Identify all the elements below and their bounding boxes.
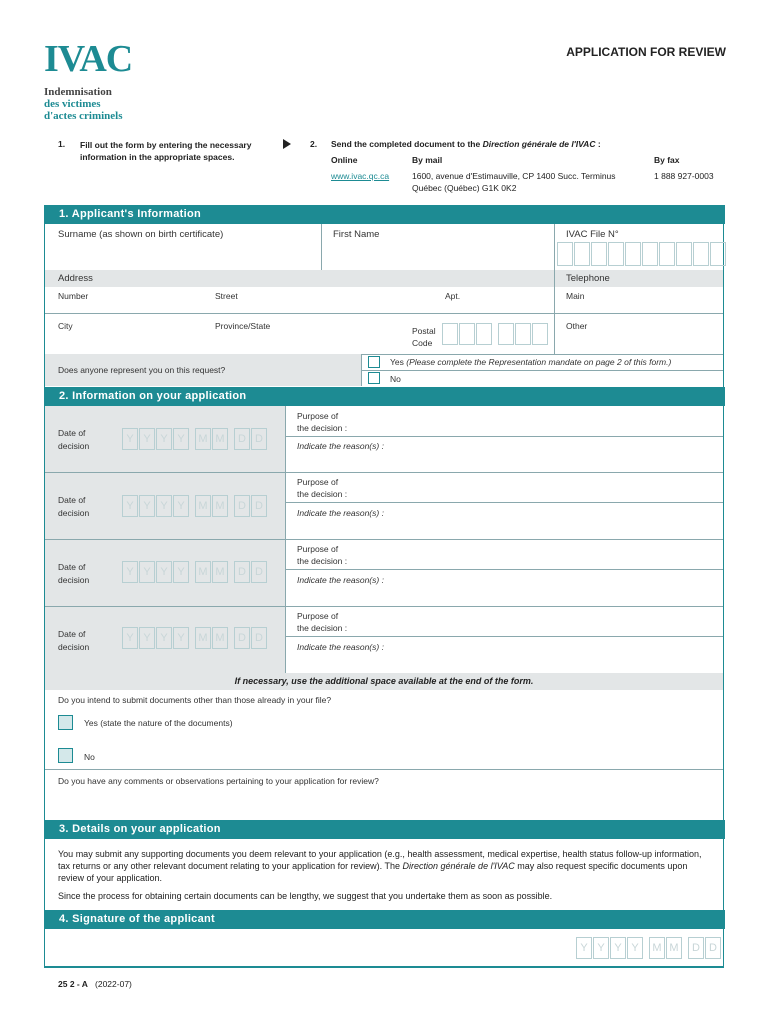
date-cell: D	[688, 937, 704, 959]
docs-no-checkbox[interactable]	[58, 748, 73, 763]
purpose-label-1: Purpose of	[297, 477, 339, 487]
purpose-label	[297, 610, 347, 634]
form-number: 25 2 - A	[58, 979, 88, 989]
decision-date-label	[58, 561, 89, 587]
reason-label: Indicate the reason(s) :	[297, 441, 384, 451]
date-label-1: Date of	[58, 495, 86, 505]
date-cell: D	[251, 495, 267, 517]
decision-date-label	[58, 628, 89, 654]
telephone-label: Telephone	[566, 273, 610, 284]
review-form	[44, 205, 724, 968]
logo-subtitle	[44, 86, 132, 122]
date-label-1: Date of	[58, 428, 86, 438]
date-label-1: Date of	[58, 562, 86, 572]
divider	[285, 436, 723, 437]
date-cell: Y	[627, 937, 643, 959]
date-cell: D	[251, 428, 267, 450]
date-cell: D	[234, 561, 250, 583]
date-cell: M	[649, 937, 665, 959]
purpose-label-1: Purpose of	[297, 544, 339, 554]
form-version: (2022-07)	[95, 979, 132, 989]
date-label-2: decision	[58, 575, 90, 585]
instructions	[58, 139, 728, 199]
date-cell: M	[212, 561, 228, 583]
date-cell: M	[212, 428, 228, 450]
ivac-logo	[44, 38, 133, 122]
represent-question: Does anyone represent you on this request?	[58, 365, 226, 375]
date-cell: Y	[173, 428, 189, 450]
surname-label: Surname (as shown on birth certificate)	[58, 229, 224, 240]
purpose-label-1: Purpose of	[297, 611, 339, 621]
form-footer	[58, 979, 132, 989]
date-cell: Y	[156, 627, 172, 649]
date-cell: M	[212, 627, 228, 649]
other-phone-label: Other	[566, 321, 588, 331]
purpose-label	[297, 410, 347, 434]
purpose-label-2: the decision :	[297, 623, 348, 633]
section4-header: 4. Signature of the applicant	[45, 910, 725, 929]
date-label-2: decision	[58, 508, 90, 518]
decision-date-cells[interactable]	[122, 561, 268, 583]
decision-date-label	[58, 494, 89, 520]
date-cell: Y	[173, 561, 189, 583]
divider	[554, 224, 555, 270]
date-cell: Y	[156, 495, 172, 517]
address-label: Address	[58, 273, 93, 284]
yes-note: (Please complete the Representation mandate on page 2 of this form.)	[406, 357, 672, 367]
date-cell: Y	[122, 428, 138, 450]
date-cell: D	[234, 428, 250, 450]
date-cell: M	[195, 561, 211, 583]
date-label-1: Date of	[58, 629, 86, 639]
number-label: Number	[58, 291, 89, 301]
reason-label: Indicate the reason(s) :	[297, 642, 384, 652]
purpose-label	[297, 543, 347, 567]
para1-text-end: may also request specific documents upon review of your application.	[58, 861, 688, 883]
postal-code-label	[412, 325, 436, 349]
section3-paragraph-1	[58, 848, 713, 884]
comments-question: Do you have any comments or observations pertaining to your application for review?	[58, 776, 379, 786]
divider	[285, 607, 286, 673]
date-cell: M	[195, 428, 211, 450]
mail-label: By mail	[412, 155, 443, 165]
reason-label: Indicate the reason(s) :	[297, 575, 384, 585]
address-band	[45, 270, 723, 287]
file-number-cells[interactable]	[557, 242, 727, 266]
date-cell: M	[195, 627, 211, 649]
date-cell: Y	[156, 428, 172, 450]
decision-date-cells[interactable]	[122, 428, 268, 450]
online-link[interactable]: www.ivac.qc.ca	[331, 171, 390, 181]
docs-no-label: No	[84, 752, 95, 762]
divider	[321, 224, 322, 270]
purpose-label-2: the decision :	[297, 489, 348, 499]
decision-date-cells[interactable]	[122, 627, 268, 649]
firstname-label: First Name	[333, 229, 380, 240]
date-cell: Y	[139, 561, 155, 583]
para1-italic: Direction générale de l'IVAC	[402, 861, 515, 871]
divider	[45, 313, 723, 314]
mail-line-1: 1600, avenue d'Estimauville, CP 1400 Succ. Terminus	[412, 171, 616, 181]
apt-label: Apt.	[445, 291, 461, 301]
file-number-label: IVAC File N°	[566, 229, 619, 240]
divider	[285, 473, 286, 539]
arrow-right-icon	[283, 139, 291, 149]
divider	[285, 502, 723, 503]
document-title: APPLICATION FOR REVIEW	[566, 45, 726, 59]
date-cell: Y	[122, 627, 138, 649]
divider	[361, 370, 723, 371]
additional-space-notice: If necessary, use the additional space available at the end of the form.	[45, 673, 723, 690]
section3-paragraph-2: Since the process for obtaining certain documents can be lengthy, we suggest that you undertake them as soon as possible.	[58, 891, 553, 901]
section2-header: 2. Information on your application	[45, 387, 725, 406]
postal-label-2: Code	[412, 338, 433, 348]
date-cell: Y	[593, 937, 609, 959]
date-cell: Y	[173, 495, 189, 517]
logo-mark: IVAC	[44, 38, 133, 80]
date-cell: Y	[122, 561, 138, 583]
represent-yes-checkbox[interactable]	[368, 356, 380, 368]
divider	[45, 769, 723, 770]
postal-label-1: Postal	[412, 326, 436, 336]
date-label-2: decision	[58, 642, 90, 652]
date-cell: Y	[139, 627, 155, 649]
date-cell: Y	[139, 428, 155, 450]
date-cell: M	[195, 495, 211, 517]
decision-date-label	[58, 427, 89, 453]
street-label: Street	[215, 291, 238, 301]
date-cell: D	[234, 495, 250, 517]
divider	[285, 406, 286, 472]
fax-number: 1 888 927-0003	[654, 171, 714, 181]
logo-line-3: d'actes criminels	[44, 110, 123, 122]
para1-text: You may submit any supporting documents you deem relevant to your application (e.g., health assessment, medical expertise, health status follow-up information, tax returns or any other relevant document relating to your application for review). The	[58, 849, 702, 871]
online-label: Online	[331, 155, 358, 165]
step2-number: 2.	[310, 139, 318, 149]
divider	[285, 569, 723, 570]
step2-recipient: Direction générale de l'IVAC	[482, 139, 596, 149]
fax-label: By fax	[654, 155, 680, 165]
step2-text	[331, 139, 601, 149]
date-cell: Y	[122, 495, 138, 517]
mail-address	[412, 170, 616, 194]
reason-label: Indicate the reason(s) :	[297, 508, 384, 518]
step1-text: Fill out the form by entering the necessary information in the appropriate spaces.	[80, 140, 252, 162]
step2-suffix: :	[595, 139, 601, 149]
divider	[285, 540, 286, 606]
date-cell: Y	[610, 937, 626, 959]
step1-number: 1.	[58, 139, 66, 149]
purpose-label-2: the decision :	[297, 556, 348, 566]
main-phone-label: Main	[566, 291, 585, 301]
date-cell: Y	[173, 627, 189, 649]
represent-no-checkbox[interactable]	[368, 372, 380, 384]
date-cell: Y	[156, 561, 172, 583]
divider	[285, 636, 723, 637]
signature-date-cells[interactable]	[576, 937, 722, 959]
province-label: Province/State	[215, 321, 271, 331]
divider	[554, 270, 555, 354]
mail-line-2: Québec (Québec) G1K 0K2	[412, 183, 517, 193]
date-cell: D	[234, 627, 250, 649]
date-cell: D	[251, 561, 267, 583]
date-cell: M	[666, 937, 682, 959]
purpose-label	[297, 476, 347, 500]
step2-prefix: Send the completed document to the	[331, 139, 483, 149]
date-cell: M	[212, 495, 228, 517]
section1-header: 1. Applicant's Information	[45, 205, 725, 224]
postal-code-cells[interactable]	[442, 323, 549, 345]
yes-label: Yes	[390, 357, 404, 367]
date-label-2: decision	[58, 441, 90, 451]
docs-yes-label: Yes (state the nature of the documents)	[84, 718, 233, 728]
represent-yes	[390, 357, 671, 367]
city-label: City	[58, 321, 73, 331]
decision-date-cells[interactable]	[122, 495, 268, 517]
section3-header: 3. Details on your application	[45, 820, 725, 839]
documents-question: Do you intend to submit documents other than those already in your file?	[58, 695, 332, 705]
date-cell: Y	[139, 495, 155, 517]
logo-line-2: des victimes	[44, 98, 101, 110]
purpose-label-1: Purpose of	[297, 411, 339, 421]
date-cell: Y	[576, 937, 592, 959]
logo-line-1: Indemnisation	[44, 86, 112, 98]
purpose-label-2: the decision :	[297, 423, 348, 433]
date-cell: D	[705, 937, 721, 959]
represent-no: No	[390, 374, 401, 384]
docs-yes-checkbox[interactable]	[58, 715, 73, 730]
date-cell: D	[251, 627, 267, 649]
